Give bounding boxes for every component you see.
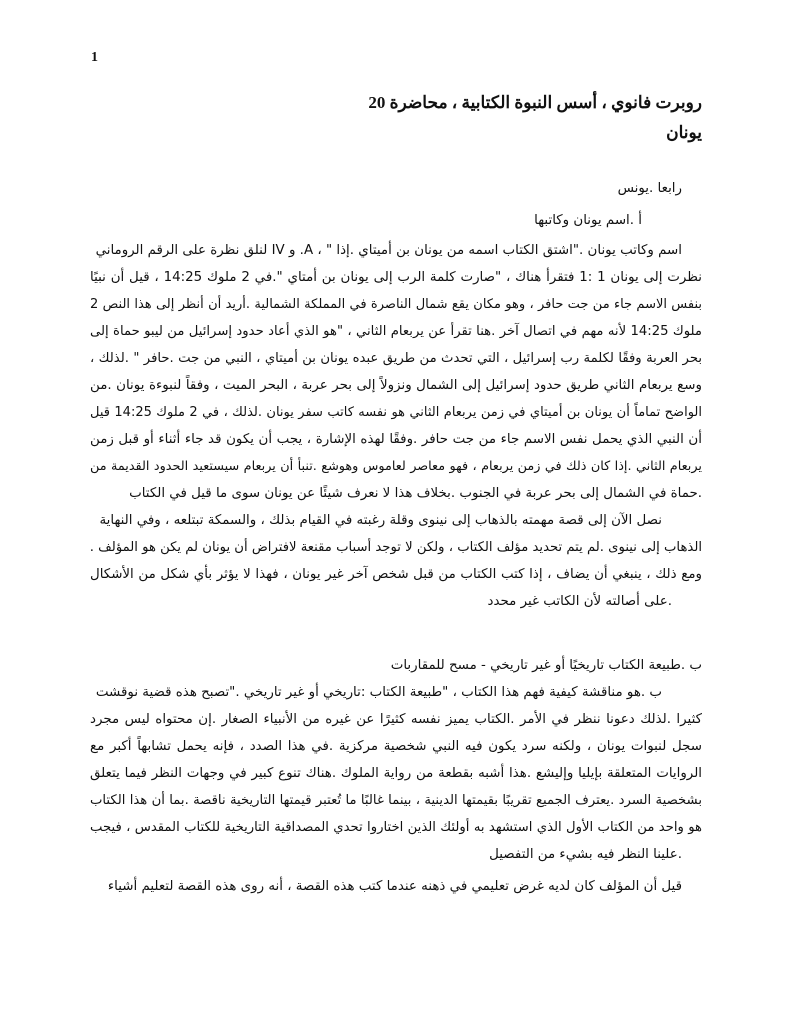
- paragraph-2-line: .على أصالته لأن الكاتب غير محدد: [487, 594, 672, 609]
- document-title: روبرت فانوي ، أسس النبوة الكتابية ، محاضرة 20: [368, 93, 702, 112]
- paragraph-1-line: ملوك 14:25 لأنه مهم في اتصال آخر .هنا تقرأ عن يربعام الثاني ، "هو الذي أعاد حدود إسرائيل من ليبو حماة إلى: [90, 324, 702, 339]
- paragraph-3-line: كثيرا .لذلك دعونا ننظر في الأمر .الكتاب يميز نفسه كثيرًا عن غيره من الأنبياء الصغار .إن محتواه ليس مجرد: [90, 712, 702, 727]
- paragraph-1-line: يربعام الثاني .إذا كان ذلك في زمن يربعام ، فهو معاصر لعاموس وهوشع .تنبأ أن يربعام سيستعيد الحدود القديمة من: [90, 459, 702, 474]
- paragraph-3-line: سجل لنبوات يونان ، ولكنه سرد يكون فيه النبي شخصية مركزية .في هذا الصدد ، فإنه يحمل تشابهاً أكبر مع: [90, 739, 702, 754]
- page-number: 1: [91, 50, 98, 65]
- section-heading: رابعا .يونس: [617, 181, 682, 196]
- paragraph-3-line: ب .هو مناقشة كيفية فهم هذا الكتاب ، "طبيعة الكتاب :تاريخي أو غير تاريخي ."تصبح هذه قضية نوقشت: [95, 685, 662, 700]
- paragraph-1-line: الواضح تماماً أن يونان بن أميتاي في زمن يربعام الثاني هو نفسه كاتب سفر يونان .لذلك ، في 2 ملوك 14:25 قيل: [90, 405, 702, 420]
- paragraph-1-line: أن النبي الذي يحمل نفس الاسم جاء من جت حافر .وفقًا لهذه الإشارة ، يجب أن يكون قد جاء أثناء أو قبل زمن: [90, 432, 702, 447]
- paragraph-3-line: بشخصية السرد .يعترف الجميع تقريبًا بقيمتها الدينية ، بينما غالبًا ما تُعتبر قيمتها التاريخية ناقصة .بما أن هذا الكتاب: [90, 793, 702, 808]
- paragraph-1-line: بنفس الاسم جاء من جت حافر ، وهو مكان يقع شمال الناصرة في المملكة الشمالية .أريد أن أنظر إلى هذا النص 2: [90, 297, 702, 312]
- paragraph-1-line: اسم وكاتب يونان ."اشتق الكتاب اسمه من يونان بن أميتاي .إذا " ، A. و IV لنلق نظرة على الرقم الروماني: [95, 243, 682, 258]
- paragraph-3-line: هو واحد من الكتاب الأول الذي استشهد به أولئك الذين اختاروا تحدي المصداقية التاريخية للكتاب المقدس ، فيجب: [90, 820, 702, 835]
- paragraph-4-line: قيل أن المؤلف كان لديه غرض تعليمي في ذهنه عندما كتب هذه القصة ، أنه روى هذه القصة لتعليم أشياء: [107, 879, 682, 894]
- paragraph-3-line: الروايات المتعلقة بإيليا وإليشع .هذا أشبه بقطعة من رواية الملوك .هناك تنوع كبير في وجهات النظر فيما يتعلق: [90, 766, 702, 781]
- paragraph-3-line: .علينا النظر فيه بشيء من التفصيل: [489, 847, 682, 862]
- paragraph-1-line: .حماة في الشمال إلى بحر عربة في الجنوب .بخلاف هذا لا نعرف شيئًا عن يونان سوى ما قيل في الكتاب: [129, 486, 702, 501]
- paragraph-1-line: بحر العربة وفقًا لكلمة رب إسرائيل ، التي تحدث من طريق عبده يونان بن أميتاي ، النبي من جت .حافر " .لذلك ،: [90, 351, 702, 366]
- paragraph-2-line: نصل الآن إلى قصة مهمته بالذهاب إلى نينوى وقلة رغبته في القيام بذلك ، والسمكة تبتلعه ، وفي النهاية: [99, 513, 662, 528]
- document-subtitle: يونان: [666, 123, 702, 142]
- paragraph-2-line: ومع ذلك ، ينبغي أن يضاف ، إذا كتب الكتاب من قبل شخص آخر غير يونان ، فهذا لا يؤثر بأي شكل من الأشكال: [90, 567, 702, 582]
- subsection-heading-b: ب .طبيعة الكتاب تاريخيًا أو غير تاريخي - مسح للمقاربات: [390, 658, 702, 673]
- paragraph-2-line: الذهاب إلى نينوى .لم يتم تحديد مؤلف الكتاب ، ولكن لا توجد أسباب مقنعة لافتراض أن يونان لم يكن هو المؤلف .: [89, 540, 702, 555]
- paragraph-1-line: وسع يربعام الثاني طريق حدود إسرائيل إلى الشمال ونزولاً إلى بحر عربة ، البحر الميت ، وفقاً لنبوءة يونان .من: [90, 378, 702, 393]
- subsection-heading-a: أ .اسم يونان وكاتبها: [534, 213, 642, 228]
- paragraph-1-line: نظرت إلى يونان 1 :1 فتقرأ هناك ، "صارت كلمة الرب إلى يونان بن أمتاي ".في 2 ملوك 14:25 ، قيل أن نبيًا: [90, 270, 702, 285]
